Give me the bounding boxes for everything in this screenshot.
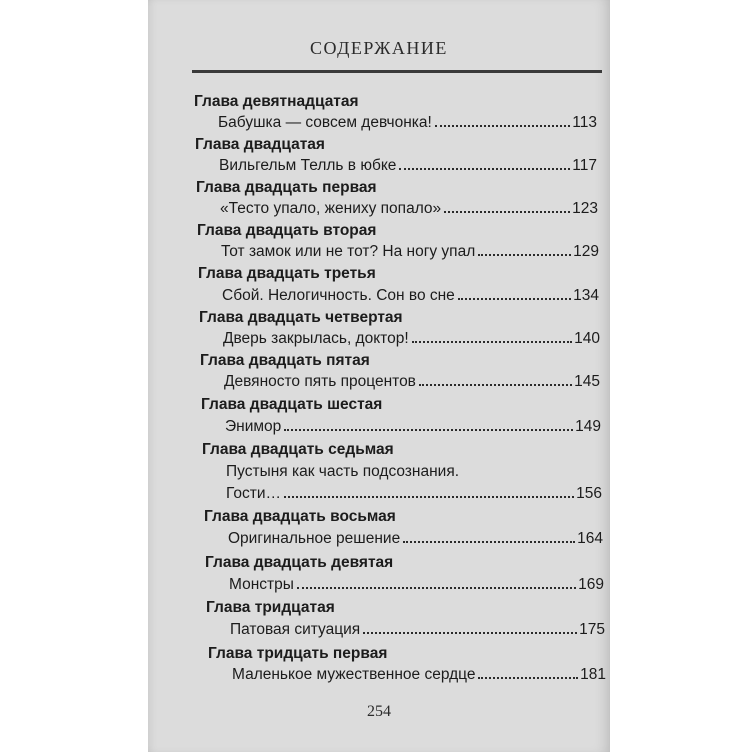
- entry-page: 145: [574, 373, 600, 390]
- toc-entry[interactable]: [224, 372, 600, 392]
- page-number: 254: [367, 703, 391, 720]
- entry-title: Энимор: [225, 418, 282, 435]
- chapter-title: Глава тридцать первая: [208, 645, 388, 662]
- chapter-title: Глава двадцать пятая: [200, 352, 370, 369]
- dot-leader: [297, 587, 576, 589]
- toc-entry[interactable]: [219, 156, 597, 176]
- dot-leader: [458, 298, 571, 300]
- dot-leader: [419, 384, 572, 386]
- toc-entry[interactable]: [221, 242, 599, 262]
- entry-title: Девяносто пять процентов: [224, 373, 416, 390]
- entry-title: Вильгельм Телль в юбке: [219, 157, 397, 174]
- entry-title: Маленькое мужественное сердце: [232, 666, 476, 683]
- entry-title: Гости…: [226, 485, 281, 502]
- entry-page: 140: [574, 330, 600, 347]
- entry-page: 149: [575, 418, 601, 435]
- entry-page: 169: [578, 576, 604, 593]
- entry-title: Бабушка — совсем девчонка!: [218, 114, 432, 131]
- book-page: [148, 0, 610, 752]
- toc-entry[interactable]: [225, 417, 601, 437]
- toc-entry[interactable]: [232, 665, 606, 685]
- chapter-title: Глава двадцать седьмая: [202, 441, 394, 458]
- entry-page: 181: [580, 666, 606, 683]
- dot-leader: [403, 541, 575, 543]
- toc-entry[interactable]: [220, 199, 598, 219]
- entry-page: 175: [579, 621, 605, 638]
- table-of-contents: [148, 0, 610, 752]
- entry-page: 117: [572, 157, 597, 174]
- entry-page: 129: [573, 243, 599, 260]
- chapter-title: Глава двадцать первая: [196, 179, 377, 196]
- dot-leader: [444, 211, 570, 213]
- entry-title-line1[interactable]: Пустыня как часть подсознания.: [226, 463, 460, 480]
- chapter-title: Глава двадцать вторая: [197, 222, 377, 239]
- chapter-title: Глава тридцатая: [206, 599, 335, 616]
- chapter-title: Глава двадцать четвертая: [199, 309, 403, 326]
- entry-title: Тот замок или не тот? На ногу упал: [221, 243, 476, 260]
- chapter-title: Глава двадцать девятая: [205, 554, 394, 571]
- toc-entry[interactable]: [226, 484, 602, 504]
- toc-entry[interactable]: [229, 575, 604, 595]
- entry-page: 156: [576, 485, 602, 502]
- entry-title: Оригинальное решение: [228, 530, 401, 547]
- toc-entry[interactable]: [230, 620, 605, 640]
- page-title: СОДЕРЖАНИЕ: [310, 38, 448, 58]
- dot-leader: [435, 125, 570, 127]
- dot-leader: [412, 341, 572, 343]
- dot-leader: [478, 254, 571, 256]
- entry-page: 113: [572, 114, 597, 131]
- entry-title: Сбой. Нелогичность. Сон во сне: [222, 287, 455, 304]
- entry-title: Дверь закрылась, доктор!: [223, 330, 409, 347]
- toc-entry[interactable]: [222, 286, 599, 306]
- entry-page: 134: [573, 287, 599, 304]
- chapter-title: Глава двадцать шестая: [201, 396, 383, 413]
- dot-leader: [284, 429, 573, 431]
- toc-entry[interactable]: [228, 529, 603, 549]
- toc-entry[interactable]: [218, 113, 597, 133]
- chapter-title: Глава девятнадцатая: [194, 93, 359, 110]
- chapter-title: Глава двадцать третья: [198, 265, 376, 282]
- dot-leader: [478, 677, 578, 679]
- chapter-title: Глава двадцать восьмая: [204, 508, 396, 525]
- toc-entry[interactable]: [223, 329, 600, 349]
- dot-leader: [284, 496, 574, 498]
- dot-leader: [399, 168, 570, 170]
- entry-title: «Тесто упало, жениху попало»: [220, 200, 442, 217]
- entry-title: Патовая ситуация: [230, 621, 361, 638]
- entry-page: 164: [577, 530, 603, 547]
- chapter-title: Глава двадцатая: [195, 136, 325, 153]
- dot-leader: [363, 632, 577, 634]
- entry-title: Монстры: [229, 576, 294, 593]
- entry-page: 123: [572, 200, 598, 217]
